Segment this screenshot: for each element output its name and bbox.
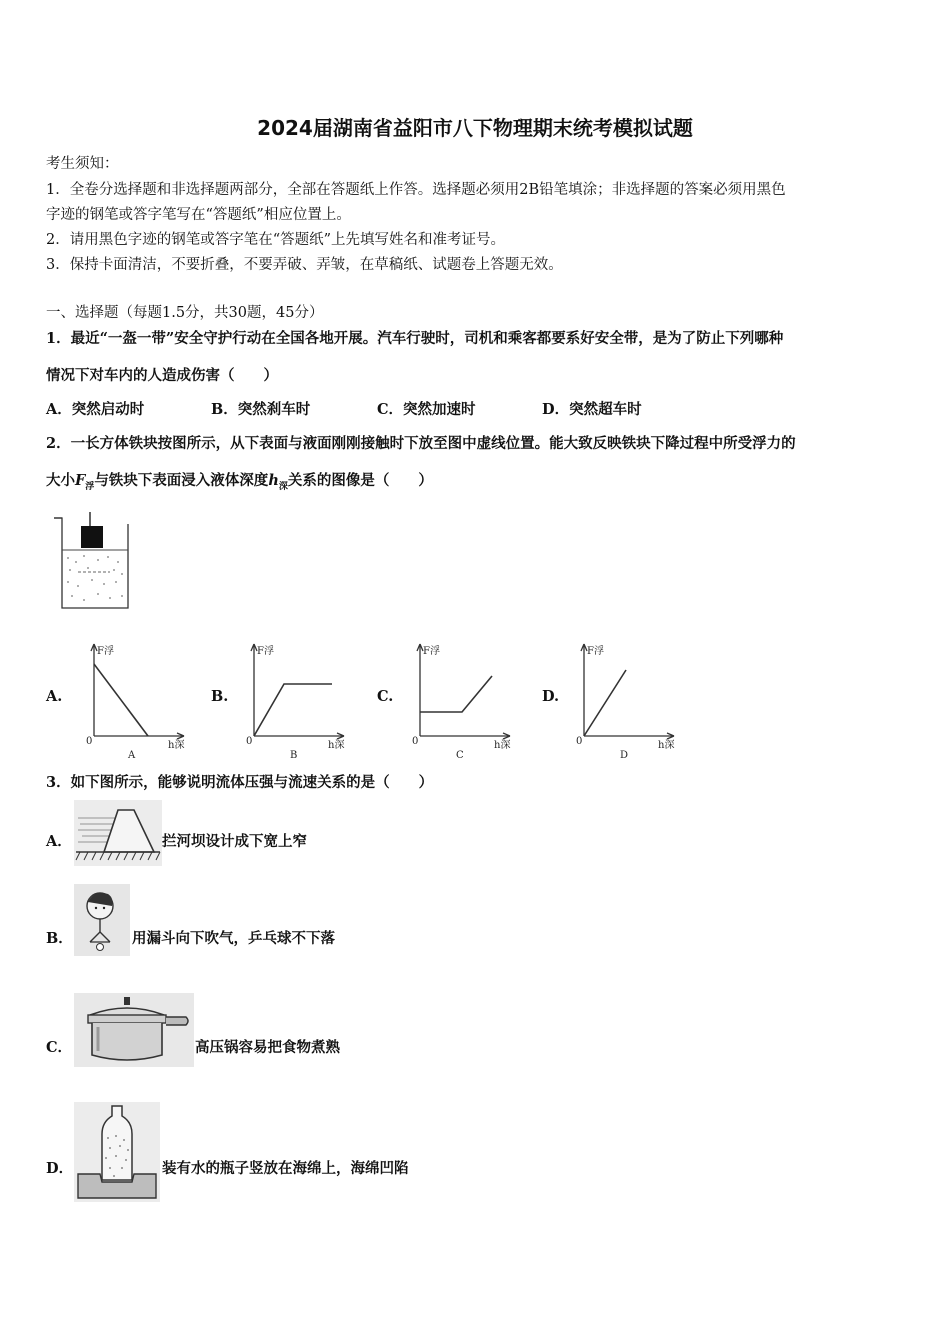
notice-line: 1．全卷分选择题和非选择题两部分，全部在答题纸上作答。选择题必须用2B铅笔填涂；非选择题的答案必须用黑色	[46, 182, 786, 198]
q1-stem-line2: 情况下对车内的人造成伤害（ ）	[46, 367, 278, 384]
q2-graph-d	[576, 642, 676, 761]
q3-stem: 3．如下图所示，能够说明流体压强与流速关系的是（ ）	[46, 774, 434, 791]
svg-text:F浮: F浮	[257, 646, 274, 657]
svg-text:A: A	[128, 750, 136, 761]
q3-option-b-text: 用漏斗向下吹气，乒乓球不下落	[132, 930, 335, 947]
svg-text:C: C	[456, 750, 464, 761]
q3-option-d-letter: D．	[46, 1160, 74, 1177]
svg-text:F浮: F浮	[97, 646, 114, 657]
notice-line: 2．请用黑色字迹的钢笔或答字笔在“答题纸”上先填写姓名和准考证号。	[46, 232, 506, 248]
section-heading: 一、选择题（每题1.5分，共30题，45分）	[46, 305, 324, 321]
graph-b-line	[254, 684, 332, 736]
q2-option-d-label: D.	[542, 688, 560, 705]
iron-block	[81, 526, 103, 548]
q2-graph-a	[86, 642, 186, 761]
q2-graph-b	[246, 642, 346, 761]
graph-a-line	[94, 664, 148, 736]
q2-graph-c	[412, 642, 512, 761]
q1-option-b: B．突然刹车时	[211, 401, 311, 418]
svg-text:h深: h深	[658, 740, 675, 751]
q3-option-c-letter: C．	[46, 1039, 73, 1056]
dam-image	[74, 800, 162, 866]
svg-text:0: 0	[246, 736, 253, 747]
notice-line: 3．保持卡面清洁，不要折叠，不要弄破、弄皱，在草稿纸、试题卷上答题无效。	[46, 257, 563, 273]
svg-text:h深: h深	[494, 740, 511, 751]
q2-option-c-label: C.	[377, 688, 394, 705]
svg-text:h深: h深	[168, 740, 185, 751]
q3-option-a-text: 拦河坝设计成下宽上窄	[162, 833, 307, 850]
beaker-figure	[48, 512, 138, 616]
q3-option-a-letter: A．	[46, 833, 72, 850]
q3-option-d-text: 装有水的瓶子竖放在海绵上，海绵凹陷	[162, 1160, 409, 1177]
q2-option-b-label: B.	[211, 688, 229, 705]
q1-option-d: D．突然超车时	[542, 401, 642, 418]
q1-option-a: A．突然启动时	[46, 401, 145, 418]
page-title: 2024届湖南省益阳市八下物理期末统考模拟试题	[257, 116, 693, 140]
notice-line: 字迹的钢笔或答字笔写在“答题纸”相应位置上。	[46, 207, 351, 223]
notice-heading: 考生须知：	[46, 156, 119, 172]
graph-d-line	[584, 670, 626, 736]
q1-stem-line1: 1．最近“一盔一带”安全守护行动在全国各地开展。汽车行驶时，司机和乘客都要系好安全带，是为了防止下列哪种	[46, 330, 784, 347]
q1-option-c: C．突然加速时	[377, 401, 476, 418]
q3-option-c-text: 高压锅容易把食物煮熟	[195, 1039, 340, 1056]
svg-text:D: D	[620, 750, 629, 761]
svg-text:B: B	[290, 750, 298, 761]
svg-text:0: 0	[86, 736, 93, 747]
svg-text:0: 0	[576, 736, 583, 747]
graph-c-line	[420, 676, 492, 712]
bottle-sponge-image	[74, 1102, 160, 1202]
funnel-image	[74, 884, 130, 956]
svg-text:h深: h深	[328, 740, 345, 751]
q2-stem-line1: 2．一长方体铁块按图所示，从下表面与液面刚刚接触时下放至图中虚线位置。能大致反映铁块下降过程中所受浮力的	[46, 435, 796, 452]
svg-text:0: 0	[412, 736, 419, 747]
pressure-cooker-image	[74, 993, 194, 1067]
svg-text:F浮: F浮	[423, 646, 440, 657]
svg-text:F浮: F浮	[587, 646, 604, 657]
q3-option-b-letter: B．	[46, 930, 73, 947]
q2-stem-line2: 大小$F_浮$与铁块下表面浸入液体深度$h_深$关系的图像是（ ）	[46, 472, 433, 492]
q2-option-a-label: A.	[46, 688, 63, 705]
